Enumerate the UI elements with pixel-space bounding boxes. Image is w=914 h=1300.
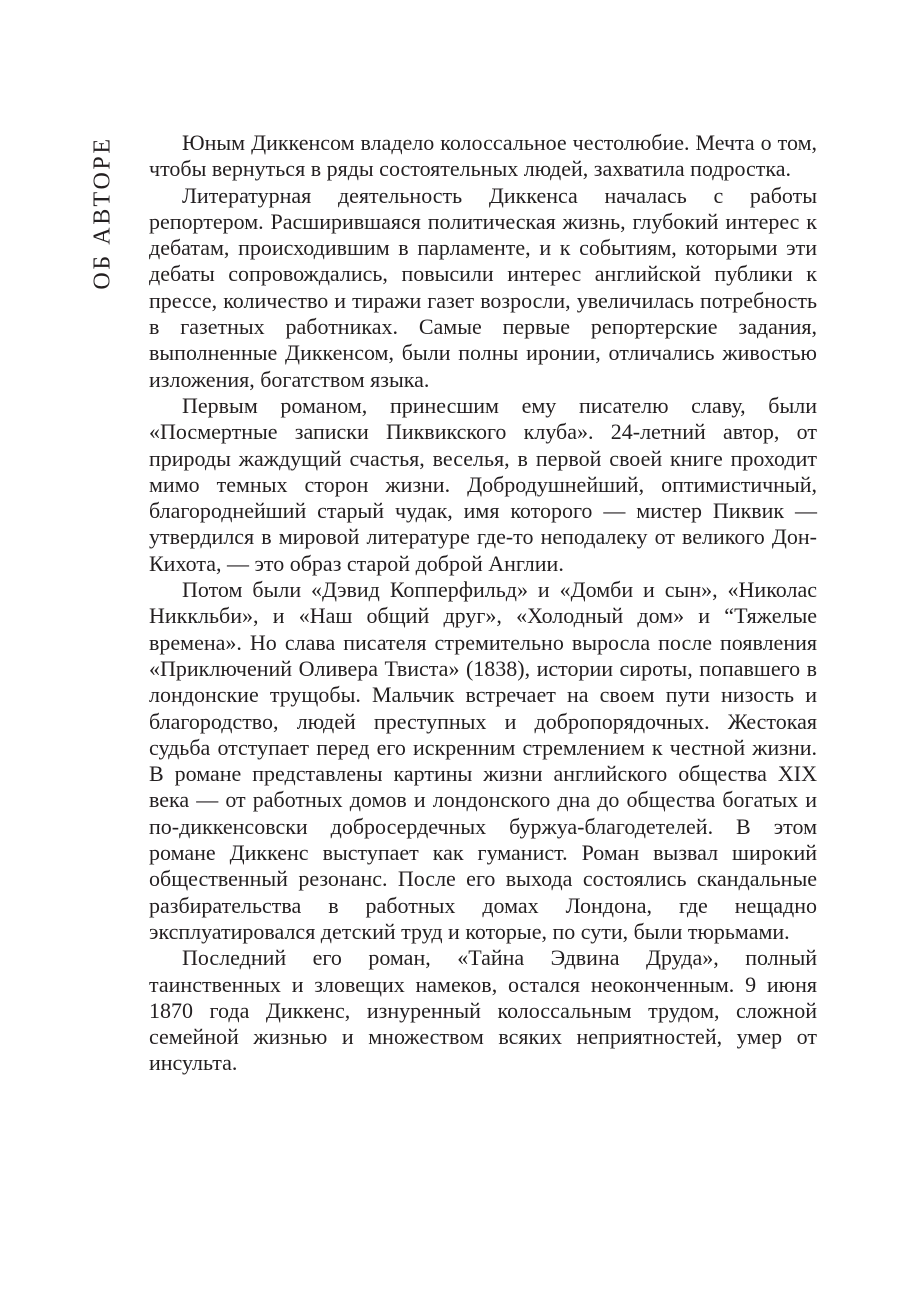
running-head-text: ОБ АВТОРЕ: [90, 136, 117, 290]
body-text: [149, 130, 817, 1077]
paragraph-2: Литературная деятельность Диккенса началась с работы репортером. Расширившаяся политическая жизнь, глубокий интерес к дебатам, происходившим в парламенте, и к событиям, которыми эти дебаты сопровождались, повысили интерес английской публики к прессе, количество и тиражи газет возросли, увеличилась потребность в газетных работниках. Самые первые репортерские задания, выполненные Диккенсом, были полны иронии, отличались живостью изложения, богатством языка.: [149, 182, 817, 392]
paragraph-1: Юным Диккенсом владело колоссальное честолюбие. Мечта о том, чтобы вернуться в ряды состоятельных людей, захватила подростка.: [149, 130, 817, 182]
paragraph-3: Первым романом, принесшим ему писателю славу, были «Посмертные записки Пиквикского клуба». 24-летний автор, от природы жаждущий счастья, веселья, в первой своей книге проходит мимо темных сторон жизни. Добродушнейший, оптимистичный, благороднейший старый чудак, имя которого — мистер Пиквик — утвердился в мировой литературе где-то неподалеку от великого Дон-Кихота, — это образ старой доброй Англии.: [149, 392, 817, 576]
paragraph-4: Потом были «Дэвид Копперфильд» и «Домби и сын», «Николас Никкльби», и «Наш общий друг», «Холодный дом» и “Тяжелые времена». Но слава писателя стремительно выросла после появления «Приключений Оливера Твиста» (1838), истории сироты, попавшего в лондонские трущобы. Мальчик встречает на своем пути низость и благородство, людей преступных и добропорядочных. Жестокая судьба отступает перед его искренним стремлением к честной жизни. В романе представлены картины жизни английского общества XIX века — от работных домов и лондонского дна до общества богатых и по-диккенсовски добросердечных буржуа-благодетелей. В этом романе Диккенс выступает как гуманист. Роман вызвал широкий общественный резонанс. После его выхода состоялись скандальные разбирательства в работных домах Лондона, где нещадно эксплуатировался детский труд и которые, по сути, были тюрьмами.: [149, 577, 817, 944]
paragraph-5: Последний его роман, «Тайна Эдвина Друда», полный таинственных и зловещих намеков, остался неоконченным. 9 июня 1870 года Диккенс, изнуренный колоссальным трудом, сложной семейной жизнью и множеством всяких неприятностей, умер от инсульта.: [149, 945, 817, 1076]
running-head: [83, 128, 123, 298]
